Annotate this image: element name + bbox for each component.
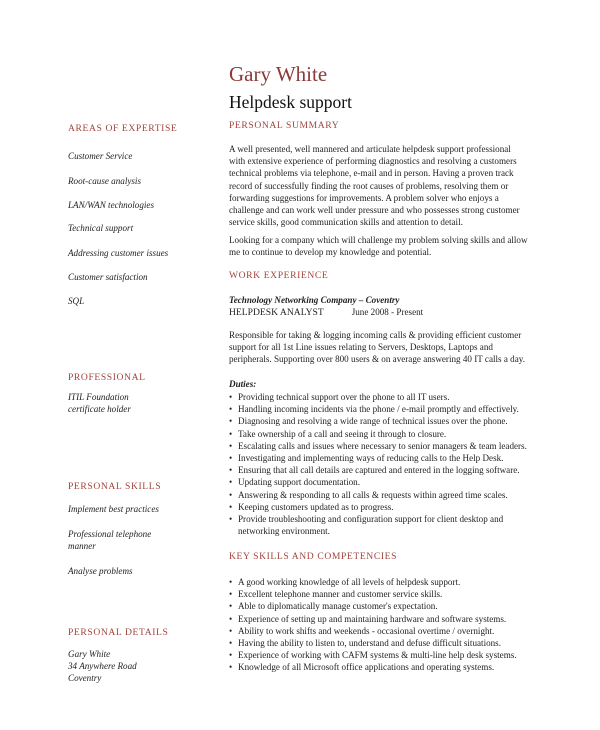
- description-line: peripherals. Supporting over 800 users & on average answering 40 IT calls a day.: [229, 354, 525, 365]
- professional-heading: PROFESSIONAL: [68, 372, 146, 383]
- list-item: • Providing technical support over the phone to all IT users.: [229, 392, 450, 402]
- job-title: Helpdesk support: [229, 92, 352, 112]
- list-item: • Ability to work shifts and weekends - occasional overtime / overnight.: [229, 625, 495, 636]
- personal-details-heading: PERSONAL DETAILS: [68, 627, 169, 638]
- description-line: support for all 1st Line issues relating to Servers, Desktops, Laptops and: [229, 342, 493, 353]
- summary-paragraph: [229, 234, 549, 258]
- list-item: • Provide troubleshooting and configuration support for client desktop and networking environment.: [229, 514, 504, 537]
- work-experience-heading: WORK EXPERIENCE: [229, 270, 329, 281]
- job-dates: June 2008 - Present: [351, 307, 424, 317]
- list-item: • Updating support documentation.: [229, 477, 360, 488]
- expertise-item: Addressing customer issues: [68, 248, 169, 258]
- key-skills-list: [229, 576, 559, 674]
- summary-line: challenge and can work well under pressure and who possesses strong customer: [229, 205, 520, 216]
- summary-line: with extensive experience of performing diagnostics and resolving a customers: [229, 156, 517, 167]
- expertise-item: SQL: [68, 296, 85, 306]
- professional-item: certificate holder: [68, 404, 131, 414]
- list-item: • Investigating and implementing ways of reducing calls to the Help Desk.: [229, 453, 504, 464]
- summary-line: service skills, good communication skills and attention to detail.: [229, 217, 463, 228]
- company-name: Technology Networking Company – Coventry: [229, 295, 400, 305]
- skill-item: Implement best practices: [68, 504, 159, 514]
- skill-item: manner: [68, 541, 96, 551]
- list-item: • Experience of working with CAFM systems & multi-line help desk systems.: [229, 650, 517, 661]
- duties-label: Duties:: [229, 379, 257, 389]
- skill-item: Analyse problems: [68, 566, 133, 576]
- list-item: • Diagnosing and resolving a wide range of technical issues over the phone.: [229, 416, 508, 427]
- job-role-line: [229, 307, 423, 318]
- expertise-item: LAN/WAN technologies: [68, 200, 154, 210]
- list-item: • Excellent telephone manner and customer service skills.: [229, 589, 443, 600]
- job-description: [229, 329, 549, 366]
- expertise-item: Root-cause analysis: [68, 176, 141, 186]
- expertise-item: Customer Service: [68, 151, 133, 161]
- skill-item: Professional telephone: [68, 529, 152, 539]
- list-item: • Handling incoming incidents via the phone / e-mail promptly and effectively.: [229, 404, 519, 415]
- list-item: • Experience of setting up and maintaining hardware and software systems.: [229, 613, 507, 624]
- expertise-item: Technical support: [68, 223, 134, 233]
- list-item: • Answering & responding to all calls & requests within agreed time scales.: [229, 489, 508, 500]
- list-item: • A good working knowledge of all levels of helpdesk support.: [229, 577, 461, 587]
- list-item: • Ensuring that all call details are captured and entered in the logging software.: [229, 465, 520, 476]
- list-item: • Take ownership of a call and seeing it through to closure.: [229, 428, 447, 439]
- description-line: Responsible for taking & logging incoming calls & providing efficient customer: [229, 330, 522, 340]
- candidate-name: Gary White: [229, 62, 328, 86]
- list-item: • Able to diplomatically manage customer's expectation.: [229, 601, 438, 612]
- personal-summary-heading: PERSONAL SUMMARY: [229, 120, 340, 131]
- job-role: HELPDESK ANALYST: [229, 307, 324, 318]
- summary-line: A well presented, well mannered and articulate helpdesk support professional: [229, 144, 511, 154]
- summary-line: me to continue to develop my knowledge and potential.: [229, 247, 432, 258]
- expertise-item: Customer satisfaction: [68, 272, 148, 282]
- detail-item: Coventry: [68, 673, 102, 683]
- areas-of-expertise-heading: AREAS OF EXPERTISE: [68, 123, 178, 134]
- list-item: • Having the ability to listen to, understand and defuse difficult situations.: [229, 638, 501, 649]
- detail-item: 34 Anywhere Road: [68, 661, 137, 671]
- detail-item: Gary White: [68, 649, 111, 659]
- summary-line: Looking for a company which will challenge my problem solving skills and allow: [229, 235, 528, 245]
- duties-list: [229, 391, 559, 537]
- key-skills-heading: KEY SKILLS AND COMPETENCIES: [229, 551, 398, 562]
- summary-paragraph: [229, 143, 549, 228]
- list-item: • Keeping customers updated as to progress.: [229, 501, 394, 512]
- list-item: • Escalating calls and issues where necessary to senior managers & team leaders.: [229, 440, 527, 451]
- summary-line: forwarding suggestions for improvements. A problem solver who enjoys a: [229, 192, 499, 203]
- professional-item: ITIL Foundation: [68, 392, 129, 402]
- personal-skills-heading: PERSONAL SKILLS: [68, 481, 162, 492]
- list-item: • Knowledge of all Microsoft office applications and operating systems.: [229, 662, 495, 673]
- summary-line: technical problems via telephone, e-mail and in person. Having a proven track: [229, 168, 514, 179]
- summary-line: record of successfully finding the root causes of problems, resolving them or: [229, 180, 509, 191]
